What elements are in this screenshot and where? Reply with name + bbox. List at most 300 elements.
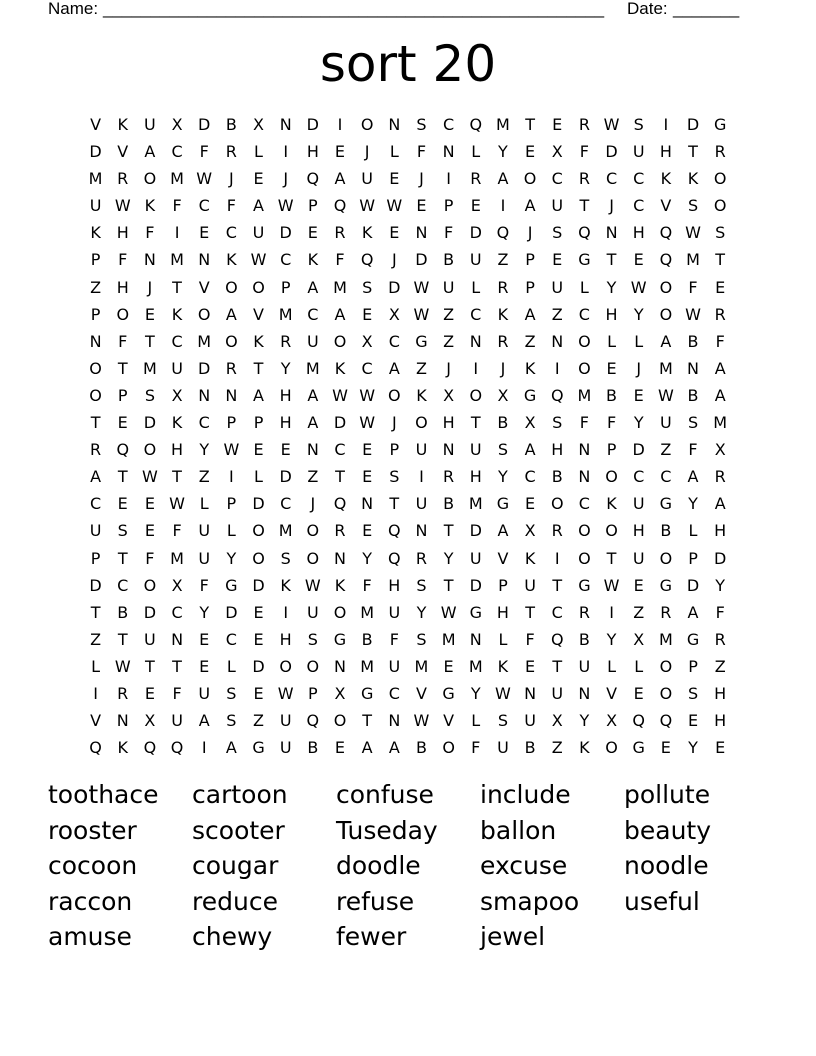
grid-letter[interactable]: O [197,304,211,324]
grid-letter[interactable]: H [469,467,482,487]
grid-letter[interactable]: E [525,142,536,162]
grid-letter[interactable]: T [362,711,373,731]
grid-letter[interactable]: D [225,602,238,622]
grid-letter[interactable]: K [497,656,509,676]
grid-letter[interactable]: O [713,196,727,216]
grid-letter[interactable]: F [715,602,725,622]
grid-letter[interactable]: B [497,413,509,433]
grid-letter[interactable]: C [307,304,319,324]
grid-letter[interactable]: N [687,358,699,378]
grid-letter[interactable]: Y [498,142,508,162]
grid-letter[interactable]: R [117,169,129,189]
grid-letter[interactable]: O [605,738,618,758]
grid-letter[interactable]: F [471,738,481,758]
grid-letter[interactable]: T [525,602,535,622]
grid-letter[interactable]: T [389,494,400,514]
grid-letter[interactable]: U [279,738,292,758]
grid-letter[interactable]: Y [633,413,644,433]
grid-letter[interactable]: D [143,413,157,433]
grid-letter[interactable]: G [632,738,645,758]
grid-letter[interactable]: A [334,169,346,189]
grid-letter[interactable]: A [307,385,319,405]
grid-letter[interactable]: W [250,250,267,270]
grid-letter[interactable]: W [196,169,213,189]
grid-letter[interactable]: H [496,602,509,622]
grid-letter[interactable]: S [144,385,155,405]
grid-letter[interactable]: E [633,385,644,405]
grid-letter[interactable]: Q [469,115,483,134]
grid-letter[interactable]: Y [199,440,210,460]
grid-letter[interactable]: T [715,250,726,270]
grid-letter[interactable]: M [305,358,320,378]
grid-letter[interactable]: I [554,548,560,568]
grid-letter[interactable]: O [578,358,591,378]
grid-letter[interactable]: H [551,440,564,460]
grid-letter[interactable]: U [388,656,401,676]
grid-letter[interactable]: D [89,142,102,162]
grid-letter[interactable]: K [144,196,156,216]
grid-letter[interactable]: J [446,358,451,378]
grid-letter[interactable]: D [686,575,700,595]
grid-letter[interactable]: M [360,656,375,676]
grid-letter[interactable]: K [524,548,536,568]
grid-letter[interactable]: Z [90,629,102,649]
grid-letter[interactable]: S [497,440,508,460]
grid-letter[interactable]: L [199,494,209,514]
grid-letter[interactable]: B [361,629,373,649]
grid-letter[interactable]: Y [280,358,291,378]
grid-letter[interactable]: V [497,548,509,568]
grid-letter[interactable]: Y [362,548,373,568]
grid-letter[interactable]: Y [443,548,454,568]
grid-letter[interactable]: Q [659,250,673,270]
grid-letter[interactable]: X [334,683,346,703]
grid-letter[interactable]: K [334,575,346,595]
grid-letter[interactable]: A [225,304,237,324]
grid-letter[interactable]: M [496,115,510,134]
grid-letter[interactable]: F [444,223,454,243]
grid-letter[interactable]: S [389,467,400,487]
grid-letter[interactable]: F [362,575,372,595]
grid-letter[interactable]: O [306,521,320,541]
grid-letter[interactable]: O [659,277,673,297]
grid-letter[interactable]: A [334,304,346,324]
grid-letter[interactable]: I [229,467,234,487]
grid-letter[interactable]: W [657,385,674,405]
grid-letter[interactable]: D [198,358,211,378]
grid-letter[interactable]: E [633,683,644,703]
grid-letter[interactable]: F [172,196,182,216]
grid-letter[interactable]: E [199,656,210,676]
grid-letter[interactable]: B [117,602,129,622]
grid-letter[interactable]: J [147,277,153,297]
grid-letter[interactable]: T [606,548,617,568]
grid-letter[interactable]: L [91,656,101,676]
grid-letter[interactable]: T [579,196,590,216]
grid-letter[interactable]: Z [198,467,210,487]
grid-letter[interactable]: O [659,656,673,676]
grid-letter[interactable]: H [116,223,129,243]
grid-letter[interactable]: G [496,494,510,514]
grid-letter[interactable]: O [360,115,374,134]
grid-letter[interactable]: D [279,223,292,243]
grid-letter[interactable]: H [279,629,292,649]
grid-letter[interactable]: J [310,494,316,514]
grid-letter[interactable]: A [687,602,699,622]
grid-letter[interactable]: G [333,629,347,649]
grid-letter[interactable]: Z [551,738,563,758]
grid-letter[interactable]: F [715,331,725,351]
grid-letter[interactable]: E [280,440,291,460]
grid-letter[interactable]: J [500,358,506,378]
grid-letter[interactable]: U [415,494,428,514]
grid-letter[interactable]: Z [253,711,264,731]
grid-letter[interactable]: A [388,738,400,758]
grid-letter[interactable]: K [524,358,536,378]
grid-letter[interactable]: K [416,385,427,405]
grid-letter[interactable]: W [332,385,348,405]
grid-letter[interactable]: Z [415,358,427,378]
grid-letter[interactable]: M [441,629,456,649]
grid-letter[interactable]: E [307,223,318,243]
grid-letter[interactable]: U [632,494,645,514]
grid-letter[interactable]: N [578,683,591,703]
grid-letter[interactable]: N [334,548,346,568]
grid-letter[interactable]: H [659,142,672,162]
grid-letter[interactable]: C [388,331,400,351]
grid-letter[interactable]: L [471,277,481,297]
grid-letter[interactable]: M [170,169,184,189]
grid-letter[interactable]: O [252,548,265,568]
grid-letter[interactable]: H [306,142,319,162]
grid-letter[interactable]: I [419,467,424,487]
grid-letter[interactable]: O [550,494,564,514]
grid-letter[interactable]: C [280,494,292,514]
grid-letter[interactable]: T [145,331,155,351]
grid-letter[interactable]: I [283,602,289,622]
grid-letter[interactable]: D [279,467,292,487]
grid-letter[interactable]: P [280,277,291,297]
grid-letter[interactable]: G [469,602,482,622]
grid-letter[interactable]: I [174,223,180,243]
grid-letter[interactable]: H [388,575,401,595]
grid-letter[interactable]: L [579,277,589,297]
grid-letter[interactable]: C [171,331,183,351]
grid-letter[interactable]: X [388,304,400,324]
grid-letter[interactable]: O [252,521,265,541]
grid-letter[interactable]: W [304,575,321,595]
grid-letter[interactable]: R [90,440,102,460]
grid-letter[interactable]: E [443,656,454,676]
grid-letter[interactable]: O [143,575,157,595]
grid-letter[interactable]: U [497,738,509,758]
grid-letter[interactable]: O [605,467,618,487]
grid-letter[interactable]: O [89,358,102,378]
grid-letter[interactable]: I [500,196,506,216]
grid-letter[interactable]: W [685,223,701,243]
grid-letter[interactable]: E [253,629,264,649]
grid-letter[interactable]: S [552,223,563,243]
grid-letter[interactable]: M [686,250,700,270]
grid-letter[interactable]: G [360,683,374,703]
grid-letter[interactable]: K [117,115,128,134]
grid-letter[interactable]: F [172,683,182,703]
grid-letter[interactable]: F [118,331,128,351]
grid-letter[interactable]: D [388,277,401,297]
grid-letter[interactable]: G [415,331,428,351]
grid-letter[interactable]: T [443,521,454,541]
grid-letter[interactable]: R [415,548,428,568]
grid-letter[interactable]: B [443,494,455,514]
grid-letter[interactable]: Y [633,304,644,324]
grid-letter[interactable]: E [715,738,726,758]
grid-letter[interactable]: D [632,440,645,460]
grid-letter[interactable]: F [172,521,182,541]
grid-letter[interactable]: C [443,115,455,134]
grid-letter[interactable]: N [442,142,455,162]
grid-letter[interactable]: F [118,250,128,270]
grid-letter[interactable]: I [609,602,614,622]
grid-letter[interactable]: E [117,413,128,433]
grid-letter[interactable]: D [252,494,265,514]
grid-letter[interactable]: C [470,304,482,324]
grid-letter[interactable]: C [578,304,590,324]
grid-letter[interactable]: T [470,413,481,433]
grid-letter[interactable]: A [497,169,509,189]
grid-letter[interactable]: C [660,467,672,487]
grid-letter[interactable]: U [198,683,211,703]
grid-letter[interactable]: O [252,277,265,297]
grid-letter[interactable]: F [579,142,589,162]
grid-letter[interactable]: Q [143,738,157,758]
grid-letter[interactable]: N [469,629,482,649]
grid-letter[interactable]: A [714,358,726,378]
grid-letter[interactable]: H [714,521,727,541]
grid-letter[interactable]: S [307,629,318,649]
grid-letter[interactable]: E [389,223,400,243]
grid-letter[interactable]: R [225,358,237,378]
grid-letter[interactable]: J [419,169,424,189]
grid-letter[interactable]: Z [714,656,726,676]
grid-letter[interactable]: A [660,331,672,351]
grid-letter[interactable]: O [143,440,157,460]
grid-letter[interactable]: L [389,142,399,162]
grid-letter[interactable]: T [117,629,128,649]
grid-letter[interactable]: T [552,656,563,676]
grid-letter[interactable]: S [687,413,699,433]
grid-letter[interactable]: J [364,142,370,162]
grid-letter[interactable]: F [145,223,155,243]
grid-letter[interactable]: U [171,358,183,378]
grid-letter[interactable]: A [524,440,536,460]
grid-letter[interactable]: E [117,494,128,514]
grid-letter[interactable]: O [143,169,157,189]
grid-letter[interactable]: A [144,142,156,162]
grid-letter[interactable]: I [554,358,560,378]
grid-letter[interactable]: O [659,683,673,703]
grid-letter[interactable]: D [415,250,428,270]
grid-letter[interactable]: R [714,304,726,324]
grid-letter[interactable]: E [199,223,210,243]
grid-letter[interactable]: A [198,711,210,731]
grid-letter[interactable]: V [253,304,264,324]
grid-letter[interactable]: A [90,467,102,487]
grid-letter[interactable]: N [198,385,211,405]
grid-letter[interactable]: L [226,656,236,676]
grid-letter[interactable]: P [525,250,535,270]
name-field[interactable]: _____________________________________________________ [103,0,605,18]
grid-letter[interactable]: L [688,521,698,541]
grid-letter[interactable]: X [524,521,536,541]
grid-letter[interactable]: A [253,385,264,405]
grid-letter[interactable]: O [89,385,102,405]
grid-letter[interactable]: O [415,413,428,433]
grid-letter[interactable]: X [524,413,536,433]
grid-letter[interactable]: E [144,304,155,324]
grid-letter[interactable]: U [415,440,428,460]
grid-letter[interactable]: G [686,629,700,649]
grid-letter[interactable]: B [225,115,237,134]
grid-letter[interactable]: A [524,304,536,324]
grid-letter[interactable]: D [89,575,102,595]
grid-letter[interactable]: U [171,711,183,731]
grid-letter[interactable]: R [280,331,292,351]
grid-letter[interactable]: W [630,277,647,297]
grid-letter[interactable]: R [443,467,455,487]
grid-letter[interactable]: M [414,656,429,676]
grid-letter[interactable]: Q [659,711,673,731]
grid-letter[interactable]: D [469,575,482,595]
grid-letter[interactable]: R [225,142,237,162]
grid-letter[interactable]: E [552,250,563,270]
grid-letter[interactable]: Z [497,250,509,270]
grid-letter[interactable]: C [225,223,237,243]
grid-letter[interactable]: S [362,277,373,297]
grid-letter[interactable]: W [359,413,376,433]
grid-letter[interactable]: D [252,656,265,676]
grid-letter[interactable]: N [388,711,401,731]
grid-letter[interactable]: S [715,223,726,243]
grid-letter[interactable]: O [333,602,347,622]
grid-letter[interactable]: C [524,467,536,487]
grid-letter[interactable]: O [306,548,320,568]
grid-letter[interactable]: K [171,413,183,433]
grid-letter[interactable]: O [306,656,320,676]
grid-letter[interactable]: C [117,575,129,595]
grid-letter[interactable]: F [579,413,589,433]
grid-letter[interactable]: H [714,683,727,703]
grid-letter[interactable]: E [715,277,726,297]
grid-letter[interactable]: Z [307,467,319,487]
grid-letter[interactable]: G [252,738,265,758]
grid-letter[interactable]: K [307,250,319,270]
grid-letter[interactable]: P [606,440,617,460]
grid-letter[interactable]: U [306,602,319,622]
grid-letter[interactable]: Y [715,575,726,595]
grid-letter[interactable]: B [551,467,563,487]
grid-letter[interactable]: R [551,521,563,541]
grid-letter[interactable]: Y [688,494,698,514]
grid-letter[interactable]: Q [550,629,564,649]
grid-letter[interactable]: G [442,683,455,703]
grid-letter[interactable]: P [688,656,698,676]
grid-letter[interactable]: X [606,711,618,731]
grid-letter[interactable]: N [578,440,591,460]
grid-letter[interactable]: W [359,196,376,216]
grid-letter[interactable]: R [578,169,590,189]
grid-letter[interactable]: U [361,169,373,189]
grid-letter[interactable]: T [335,467,345,487]
grid-letter[interactable]: X [551,142,563,162]
grid-letter[interactable]: Q [306,711,320,731]
grid-letter[interactable]: Q [360,250,374,270]
grid-letter[interactable]: T [117,467,128,487]
grid-letter[interactable]: T [145,656,155,676]
grid-letter[interactable]: E [633,575,644,595]
grid-letter[interactable]: N [551,331,564,351]
grid-letter[interactable]: G [713,115,727,134]
grid-letter[interactable]: D [469,223,482,243]
grid-letter[interactable]: P [498,575,508,595]
grid-letter[interactable]: R [117,683,129,703]
grid-letter[interactable]: S [416,629,427,649]
grid-letter[interactable]: T [606,250,617,270]
grid-letter[interactable]: F [416,142,427,162]
grid-letter[interactable]: O [279,656,292,676]
grid-letter[interactable]: P [688,548,698,568]
grid-letter[interactable]: I [93,683,98,703]
grid-letter[interactable]: V [117,142,129,162]
grid-letter[interactable]: E [552,115,563,134]
grid-letter[interactable]: T [443,575,454,595]
grid-letter[interactable]: N [89,331,102,351]
grid-letter[interactable]: A [687,467,699,487]
grid-letter[interactable]: F [606,413,617,433]
grid-letter[interactable]: C [605,169,618,189]
grid-letter[interactable]: U [469,548,482,568]
grid-letter[interactable]: U [198,521,211,541]
grid-letter[interactable]: M [577,385,592,405]
grid-letter[interactable]: O [659,548,673,568]
grid-letter[interactable]: I [446,169,451,189]
grid-letter[interactable]: B [443,250,455,270]
grid-letter[interactable]: S [416,115,427,134]
grid-letter[interactable]: Y [416,602,427,622]
grid-letter[interactable]: U [524,575,536,595]
grid-letter[interactable]: L [634,656,644,676]
grid-letter[interactable]: A [524,196,536,216]
grid-letter[interactable]: Q [578,223,591,243]
grid-letter[interactable]: I [283,142,289,162]
grid-letter[interactable]: C [633,169,645,189]
grid-letter[interactable]: E [144,521,155,541]
grid-letter[interactable]: D [469,521,482,541]
grid-letter[interactable]: O [713,169,727,189]
grid-letter[interactable]: O [333,711,347,731]
grid-letter[interactable]: K [606,494,617,514]
grid-letter[interactable]: D [686,115,700,134]
grid-letter[interactable]: Z [551,304,563,324]
grid-letter[interactable]: O [578,548,591,568]
grid-letter[interactable]: B [307,738,319,758]
grid-letter[interactable]: V [90,711,102,731]
grid-letter[interactable]: M [658,629,673,649]
grid-letter[interactable]: K [361,223,373,243]
grid-letter[interactable]: F [525,629,535,649]
grid-letter[interactable]: E [253,683,264,703]
grid-letter[interactable]: T [172,656,182,676]
grid-letter[interactable]: C [388,683,400,703]
